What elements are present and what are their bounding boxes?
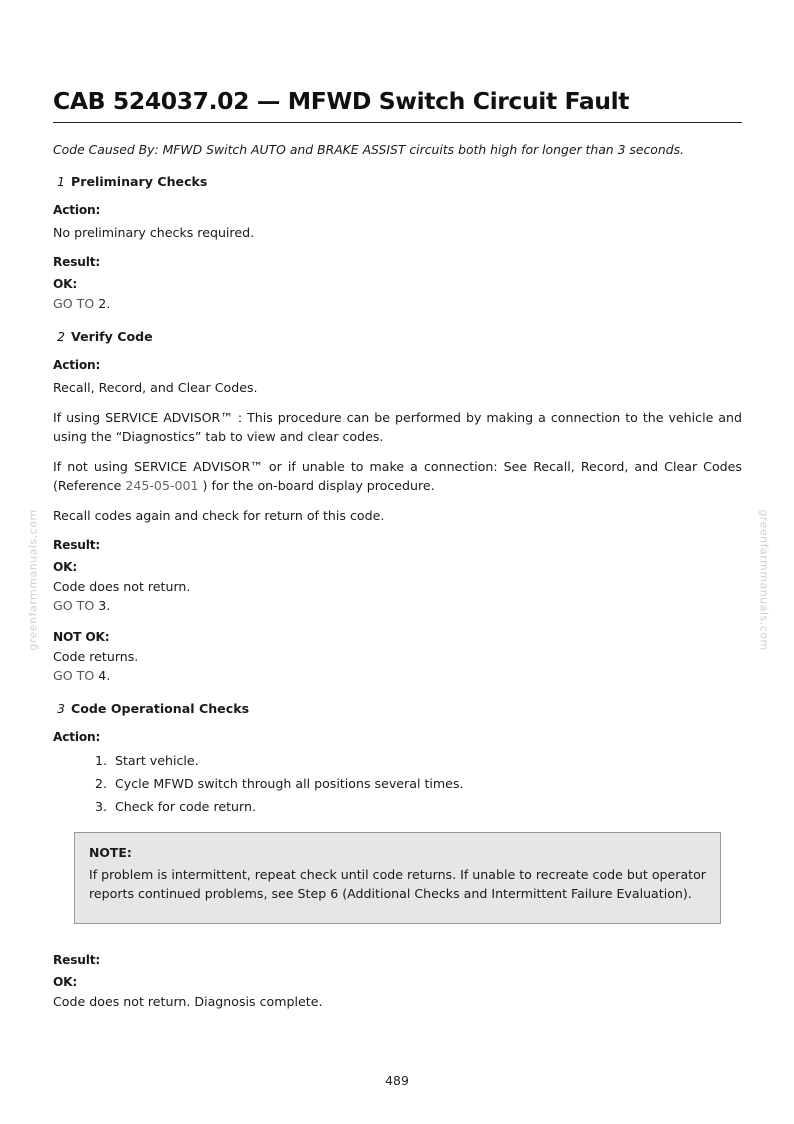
list-item: 1. Start vehicle.: [111, 749, 742, 772]
step-3-ok-label: OK:: [53, 975, 78, 989]
step-2-action-label: Action:: [53, 358, 101, 372]
step-2-notok-label: NOT OK:: [53, 630, 110, 644]
step-3-ok-text: Code does not return. Diagnosis complete.: [53, 994, 323, 1009]
step-2-reference-tail: ) for the on-board display procedure.: [198, 478, 435, 493]
document-page: [53, 86, 742, 1011]
step-2-recall-paragraph: Recall codes again and check for return of this code.: [53, 508, 385, 523]
reference-link[interactable]: 245-05-001: [125, 478, 199, 493]
step-1-ok-label: OK:: [53, 277, 78, 291]
title-divider: [53, 122, 742, 123]
step-2-service-advisor-paragraph: If using SERVICE ADVISOR™ : This procedure can be performed by making a connection to the vehicle and using the “Diagnostics” tab to view and clear codes.: [53, 410, 742, 444]
step-2-ok-goto-link[interactable]: GO TO: [53, 598, 95, 613]
step-1-action-text: No preliminary checks required.: [53, 225, 255, 240]
step-2-ok-label: OK:: [53, 560, 78, 574]
step-2-ok-goto-target: 3.: [98, 598, 111, 613]
step-1-action-label: Action:: [53, 203, 101, 217]
list-item: 2. Cycle MFWD switch through all positions several times.: [111, 772, 742, 795]
page-number: 489: [385, 1073, 409, 1088]
step-3-heading: [53, 701, 742, 717]
code-caused-by: Code Caused By: MFWD Switch AUTO and BRAKE ASSIST circuits both high for longer than 3 seconds.: [53, 142, 684, 157]
note-heading: NOTE:: [89, 845, 132, 860]
watermark-left: greenfarmmanuals.com: [26, 509, 40, 651]
step-1-number: 1: [57, 174, 66, 189]
step-1-title: Preliminary Checks: [71, 174, 208, 189]
step-3-action-label: Action:: [53, 730, 101, 744]
note-box: [74, 832, 721, 924]
list-item: 3. Check for code return.: [111, 795, 742, 818]
step-2-number: 2: [57, 329, 66, 344]
step-2-reference-paragraph: [53, 457, 742, 495]
step-2-title: Verify Code: [71, 329, 153, 344]
note-text: If problem is intermittent, repeat check until code returns. If unable to recreate code but operator reports continued problems, see Step 6 (Additional Checks and Intermittent Failure Evaluation).: [89, 867, 706, 901]
step-2-notok-goto-target: 4.: [98, 668, 111, 683]
step-1-ok-goto: [53, 295, 742, 313]
step-2-notok-goto-link[interactable]: GO TO: [53, 668, 95, 683]
step-2-heading: [53, 329, 742, 345]
step-1-result-label: Result:: [53, 255, 101, 269]
step-1-heading: [53, 174, 742, 190]
step-1-goto-target: 2.: [98, 296, 111, 311]
step-2-reference-text: If not using SERVICE ADVISOR™ or if unable to make a connection: See Recall, Record, and Clear Codes (Reference: [53, 459, 742, 493]
step-2-notok-goto: [53, 667, 742, 685]
step-3-title: Code Operational Checks: [71, 701, 250, 716]
step-3-result-label: Result:: [53, 953, 101, 967]
watermark-right: greenfarmmanuals.com: [757, 509, 771, 651]
step-2-ok-text: Code does not return.: [53, 579, 191, 594]
step-3-number: 3: [57, 701, 66, 716]
step-2-ok-goto: [53, 597, 742, 615]
step-2-action-text: Recall, Record, and Clear Codes.: [53, 380, 258, 395]
step-3-action-list: [53, 749, 742, 818]
step-2-result-label: Result:: [53, 538, 101, 552]
step-2-notok-text: Code returns.: [53, 649, 139, 664]
step-1-goto-link[interactable]: GO TO: [53, 296, 95, 311]
page-title: CAB 524037.02 — MFWD Switch Circuit Fault: [53, 87, 630, 115]
